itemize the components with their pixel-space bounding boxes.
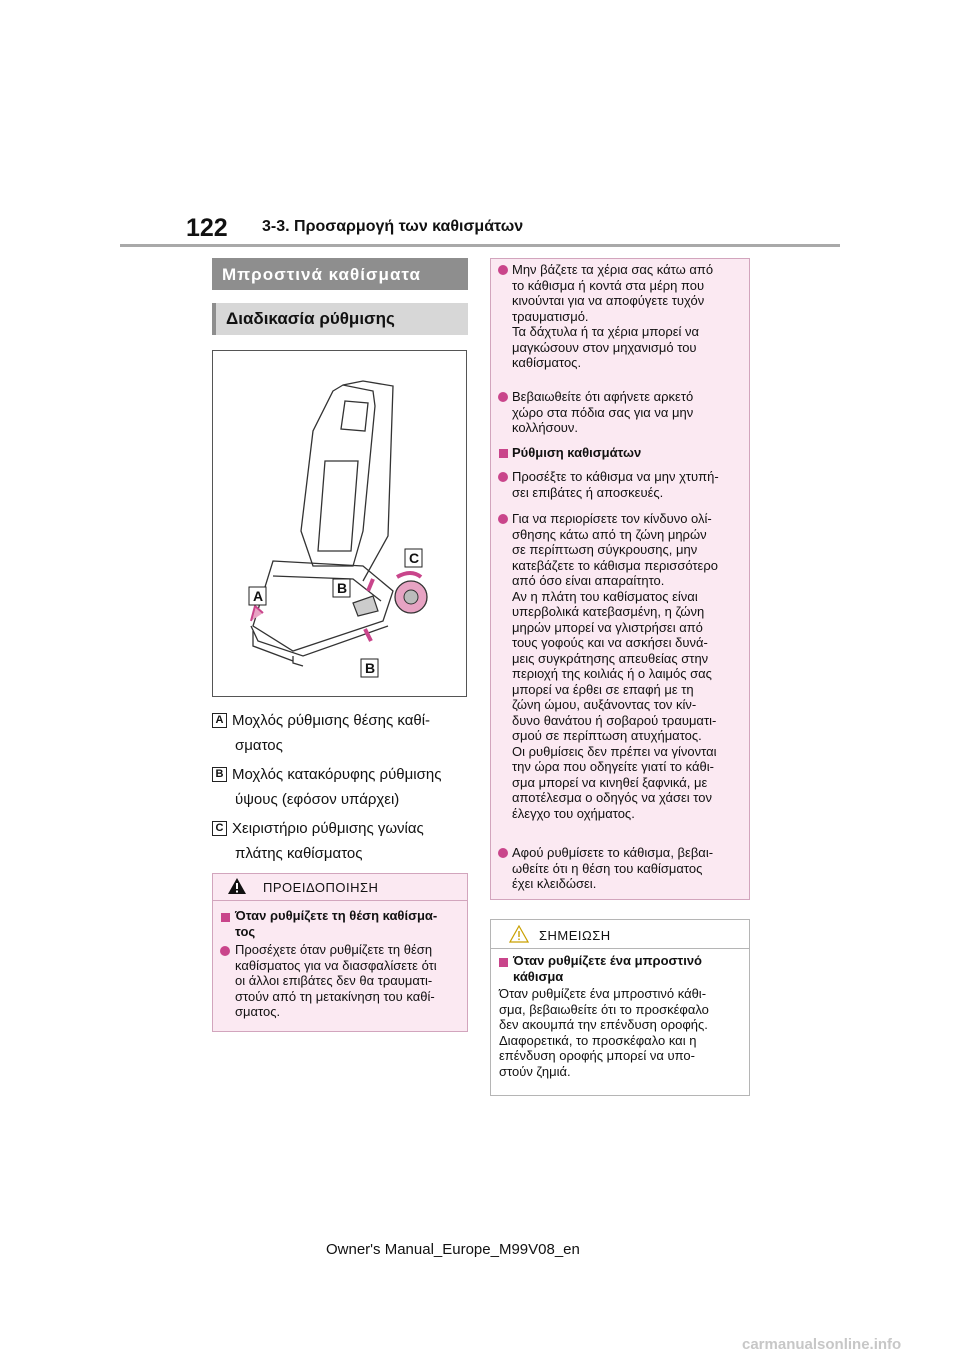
footer-text: Owner's Manual_Europe_M99V08_en	[326, 1241, 580, 1258]
bullet-icon	[220, 946, 230, 956]
note-box	[490, 919, 750, 1096]
warning-header	[213, 874, 467, 901]
note-title: ΣΗΜΕΙΩΣΗ	[539, 928, 611, 943]
bullet-icon	[498, 392, 508, 402]
bullet-icon	[498, 848, 508, 858]
legend-text-cont: σματος	[235, 737, 283, 754]
seat-drawing	[213, 351, 466, 696]
chapter-title: 3-3. Προσαρμογή των καθισμάτων	[262, 218, 524, 235]
caution-item-1: Μην βάζετε τα χέρια σας κάτω από το κάθισμα ή κοντά στα μέρη που κινούνται για να αποφύγετε τυχόν τραυματισμό. Τα δάχτυλα ή τα χέρια μπορεί να μαγκώσουν στον μηχανισμό του καθίσματος.	[512, 262, 714, 370]
caution-heading: Ρύθμιση καθισμάτων	[512, 445, 642, 460]
bullet-icon	[498, 472, 508, 482]
caution-item-5: Αφού ρυθμίσετε το κάθισμα, βεβαι- ωθείτε ότι η θέση του καθίσματος έχει κλειδώσει.	[512, 845, 714, 891]
square-bullet-icon	[499, 449, 508, 458]
figure-label-b: B	[337, 580, 348, 596]
legend-key-b: B	[212, 767, 227, 782]
warning-heading: Όταν ρυθμίζετε τη θέση καθίσμα- τος	[235, 908, 438, 939]
legend-text: Μοχλός κατακόρυφης ρύθμισης	[232, 766, 442, 783]
page-number: 122	[186, 214, 228, 242]
square-bullet-icon	[499, 958, 508, 967]
bullet-icon	[498, 265, 508, 275]
header-rule	[120, 244, 840, 247]
bullet-icon	[498, 514, 508, 524]
notice-icon	[509, 925, 529, 943]
figure-label-c: C	[409, 550, 420, 566]
legend-key-a: A	[212, 713, 227, 728]
legend-item-b	[212, 762, 472, 812]
note-header	[491, 920, 749, 949]
square-bullet-icon	[221, 913, 230, 922]
caution-item-2: Βεβαιωθείτε ότι αφήνετε αρκετό χώρο στα πόδια σας για να μην κολλήσουν.	[512, 389, 694, 435]
figure-label-a: A	[253, 588, 264, 604]
legend-text: Μοχλός ρύθμισης θέσης καθί-	[232, 712, 431, 729]
seat-illustration	[212, 350, 467, 697]
legend-item-a	[212, 708, 472, 758]
subsection-title: Διαδικασία ρύθμισης	[212, 303, 468, 335]
note-heading: Όταν ρυθμίζετε ένα μπροστινό κάθισμα	[513, 953, 703, 984]
legend-key-c: C	[212, 821, 227, 836]
legend-text: Χειριστήριο ρύθμισης γωνίας	[232, 820, 424, 837]
note-body: Όταν ρυθμίζετε ένα μπροστινό κάθι- σμα, βεβαιωθείτε ότι το προσκέφαλο δεν ακουμπά την επένδυση οροφής. Διαφορετικά, το προσκέφαλο και η επένδυση οροφής μπορεί να υπο- στούν ζημιά.	[499, 986, 709, 1079]
legend-item-c	[212, 816, 472, 866]
warning-title: ΠΡΟΕΙΔΟΠΟΙΗΣΗ	[263, 880, 379, 895]
section-title: Μπροστινά καθίσματα	[212, 258, 468, 290]
caution-box	[490, 258, 750, 900]
warning-icon	[227, 877, 247, 895]
watermark: carmanualsonline.info	[742, 1336, 902, 1353]
legend-text-cont: ύψους (εφόσον υπάρχει)	[235, 791, 400, 808]
legend-text-cont: πλάτης καθίσματος	[235, 845, 363, 862]
caution-item-3: Προσέξτε το κάθισμα να μην χτυπή- σει επιβάτες ή αποσκευές.	[512, 469, 719, 500]
warning-item: Προσέχετε όταν ρυθμίζετε τη θέση καθίσματος για να διασφαλίσετε ότι οι άλλοι επιβάτες δεν θα τραυματι- στούν από τη μετακίνηση του καθί- σματος.	[235, 942, 437, 1019]
figure-label-b-lower: B	[365, 660, 376, 676]
warning-box	[212, 873, 468, 1032]
caution-item-4: Για να περιορίσετε τον κίνδυνο ολί- σθησης κάτω από τη ζώνη μηρών σε περίπτωση σύγκρουσης, μην κατεβάζετε το κάθισμα περισσότερο από όσο είναι απαραίτητο. Αν η πλάτη του καθίσματος είναι υπερβολικά κατεβασμένη, η ζώνη μηρών μπορεί να γλιστρήσει από τους γοφούς και να ασκήσει δυνά- μεις συγκράτησης απευθείας στην περιοχή της κοιλιάς ή ο λαιμός σας μπορεί να έρθει σε επαφή με τη ζώνη ώμου, αυξάνοντας τον κίν- δυνο θανάτου ή σοβαρού τραυματι- σμού σε περίπτωση ατυχήματος. Οι ρυθμίσεις δεν πρέπει να γίνονται την ώρα που οδηγείτε γιατί το κάθι- σμα μπορεί να κινηθεί ξαφνικά, με αποτέλεσμα ο οδηγός να χάσει τον έλεγχο του οχήματος.	[512, 511, 718, 821]
